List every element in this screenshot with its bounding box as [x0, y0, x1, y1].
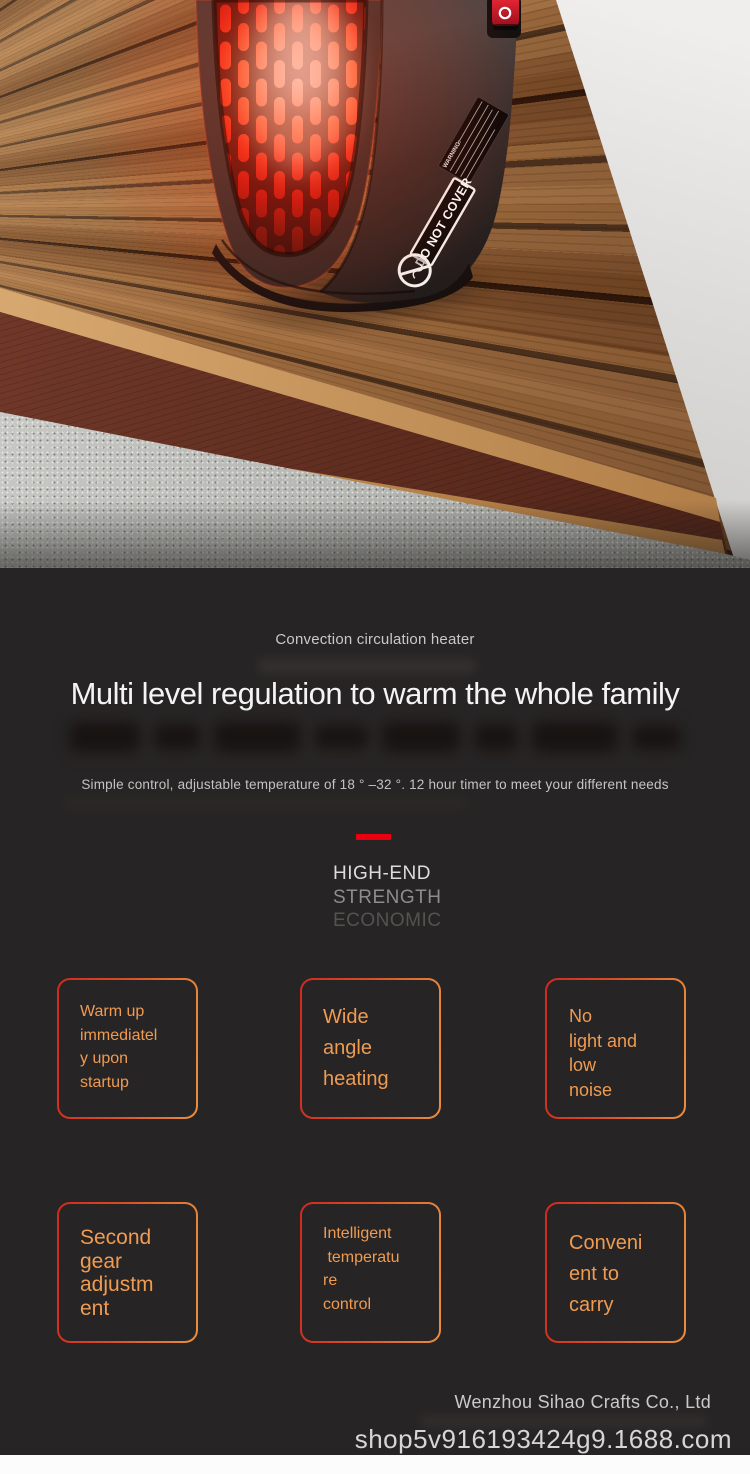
accent-bar — [356, 834, 391, 840]
feature-card-text: Wide angle heating — [302, 980, 439, 1117]
feature-card-text: Conveni ent to carry — [547, 1204, 684, 1341]
blurred-text-band — [60, 796, 470, 810]
feature-card-text: Second gear adjustm ent — [59, 1204, 196, 1341]
blurred-text-band — [258, 658, 476, 674]
feature-card-text: No light and low noise — [547, 980, 684, 1117]
photo-bottom-shade — [0, 0, 750, 568]
footer-shop-url: shop5v916193424g9.1688.com — [354, 1424, 732, 1454]
badge-strength: STRENGTH — [333, 886, 442, 908]
marketing-panel — [0, 568, 750, 1455]
tagline: Simple control, adjustable temperature of 18 ° –32 °. 12 hour timer to meet your different needs — [81, 777, 669, 792]
feature-card — [300, 978, 441, 1119]
badge-list — [333, 862, 442, 933]
section-kicker: Convection circulation heater — [275, 631, 475, 648]
product-photo — [0, 0, 750, 568]
headline: Multi level regulation to warm the whole family — [70, 676, 680, 711]
footer-company: Wenzhou Sihao Crafts Co., Ltd — [454, 1392, 711, 1412]
feature-card — [545, 1202, 686, 1343]
bottom-strip — [0, 1455, 750, 1474]
feature-card — [57, 978, 198, 1119]
feature-card-text: Warm up immediatel y upon startup — [59, 980, 196, 1117]
badge-highend: HIGH-END — [333, 863, 431, 884]
blurred-text-band — [70, 716, 680, 758]
feature-card — [300, 1202, 441, 1343]
feature-card — [545, 978, 686, 1119]
feature-card-text: Intelligent temperatu re control — [302, 1204, 439, 1341]
badge-economic: ECONOMIC — [333, 910, 442, 931]
feature-card — [57, 1202, 198, 1343]
